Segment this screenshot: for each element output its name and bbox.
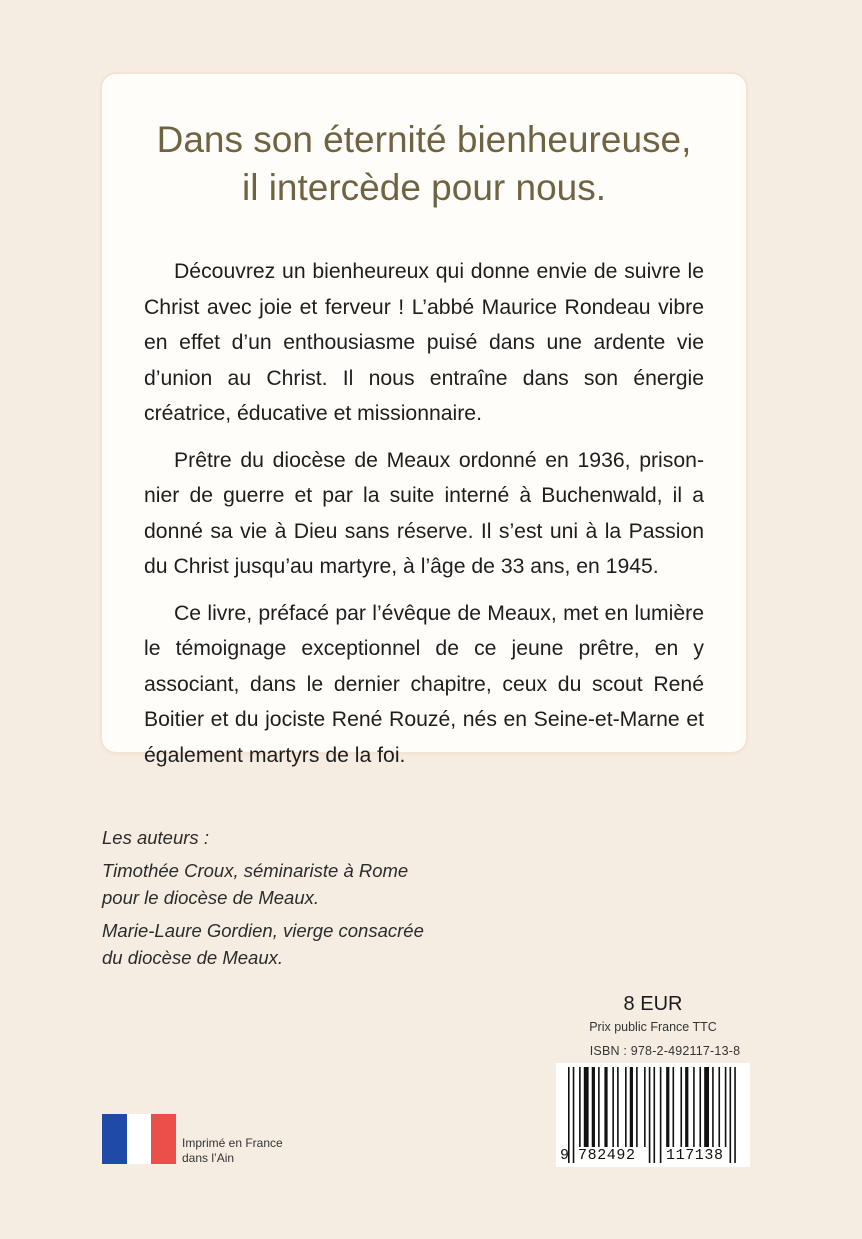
printed-line-2: dans l’Ain	[182, 1151, 235, 1165]
printed-line-1: Imprimé en France	[182, 1136, 283, 1150]
price: 8 EUR	[623, 993, 683, 1015]
barcode-bar	[718, 1067, 720, 1147]
barcode-bar	[636, 1067, 638, 1147]
paragraph-1: Découvrez un bienheureux qui donne envie de suivre le Christ avec joie et ferveur ! L’abbé Maurice Rondeau vibre en effet d’un enthousiasme puisé dans une ardente vie d’union au Christ. Il nous entraîne dans son énergie créatrice, éducative et missionnaire.	[144, 260, 704, 425]
barcode-bar	[704, 1067, 709, 1147]
barcode-group-1: 782492	[578, 1147, 636, 1164]
barcode-bar	[712, 1067, 714, 1147]
description-card	[102, 74, 746, 767]
barcode-bar	[612, 1067, 614, 1147]
flag-white-stripe	[127, 1114, 152, 1164]
isbn: ISBN : 978-2-492117-13-8	[589, 1044, 741, 1058]
barcode	[556, 1063, 750, 1167]
flag-red-stripe	[151, 1114, 176, 1164]
authors-heading: Les auteurs :	[102, 827, 209, 848]
flag-blue-stripe	[102, 1114, 127, 1164]
author-2-line-1: Marie-Laure Gordien, vierge consacrée	[102, 920, 424, 941]
barcode-bar	[666, 1067, 669, 1147]
barcode-bar	[604, 1067, 607, 1147]
barcode-bar	[584, 1067, 589, 1147]
price-note: Prix public France TTC	[589, 1020, 717, 1034]
barcode-bar	[680, 1067, 682, 1147]
paragraph-3: Ce livre, préfacé par l’évêque de Meaux, met en lumière le témoignage exceptionnel de ce jeune prêtre, en y associant, dans le dernier chapitre, ceux du scout René Boitier et du jociste René Rouzé, nés en Seine-et-Marne et également martyrs de la foi.	[144, 601, 704, 767]
barcode-lead-digit: 9	[560, 1147, 570, 1164]
barcode-bar	[649, 1067, 651, 1163]
barcode-group-2: 117138	[666, 1147, 724, 1164]
headline-line-2: il intercède pour nous.	[241, 167, 607, 208]
barcode-bar	[693, 1067, 695, 1147]
barcode-bar	[579, 1067, 581, 1147]
author-2-line-2: du diocèse de Meaux.	[102, 947, 284, 968]
france-flag-icon	[102, 1114, 176, 1164]
barcode-bar	[592, 1067, 595, 1147]
barcode-bar	[699, 1067, 701, 1147]
printed-in	[182, 1136, 283, 1166]
barcode-bar	[730, 1067, 732, 1163]
barcode-bar	[625, 1067, 627, 1147]
barcode-bar	[630, 1067, 633, 1147]
barcode-bar	[685, 1067, 688, 1147]
headline	[144, 116, 704, 212]
barcode-bar	[617, 1067, 619, 1147]
barcode-bar	[644, 1067, 646, 1147]
authors-section	[102, 824, 522, 971]
author-1-line-2: pour le diocèse de Meaux.	[102, 887, 319, 908]
headline-line-1: Dans son éternité bienheureuse,	[156, 119, 692, 160]
author-1-line-1: Timothée Croux, séminariste à Rome	[102, 860, 409, 881]
barcode-bar	[660, 1067, 662, 1163]
barcode-bar	[725, 1067, 727, 1147]
barcode-bar	[734, 1067, 736, 1163]
paragraph-2: Prêtre du diocèse de Meaux ordonné en 1936, prisonnier de guerre et par la suite interné à Buchenwald, il a donné sa vie à Dieu sans réserve. Il s’est uni à la Passion du Christ jusqu’au martyre, à l’âge de 33 ans, en 1945.	[144, 448, 704, 578]
barcode-bar	[672, 1067, 674, 1147]
barcode-bar	[653, 1067, 655, 1163]
barcode-bar	[573, 1067, 575, 1163]
barcode-bar	[598, 1067, 600, 1147]
